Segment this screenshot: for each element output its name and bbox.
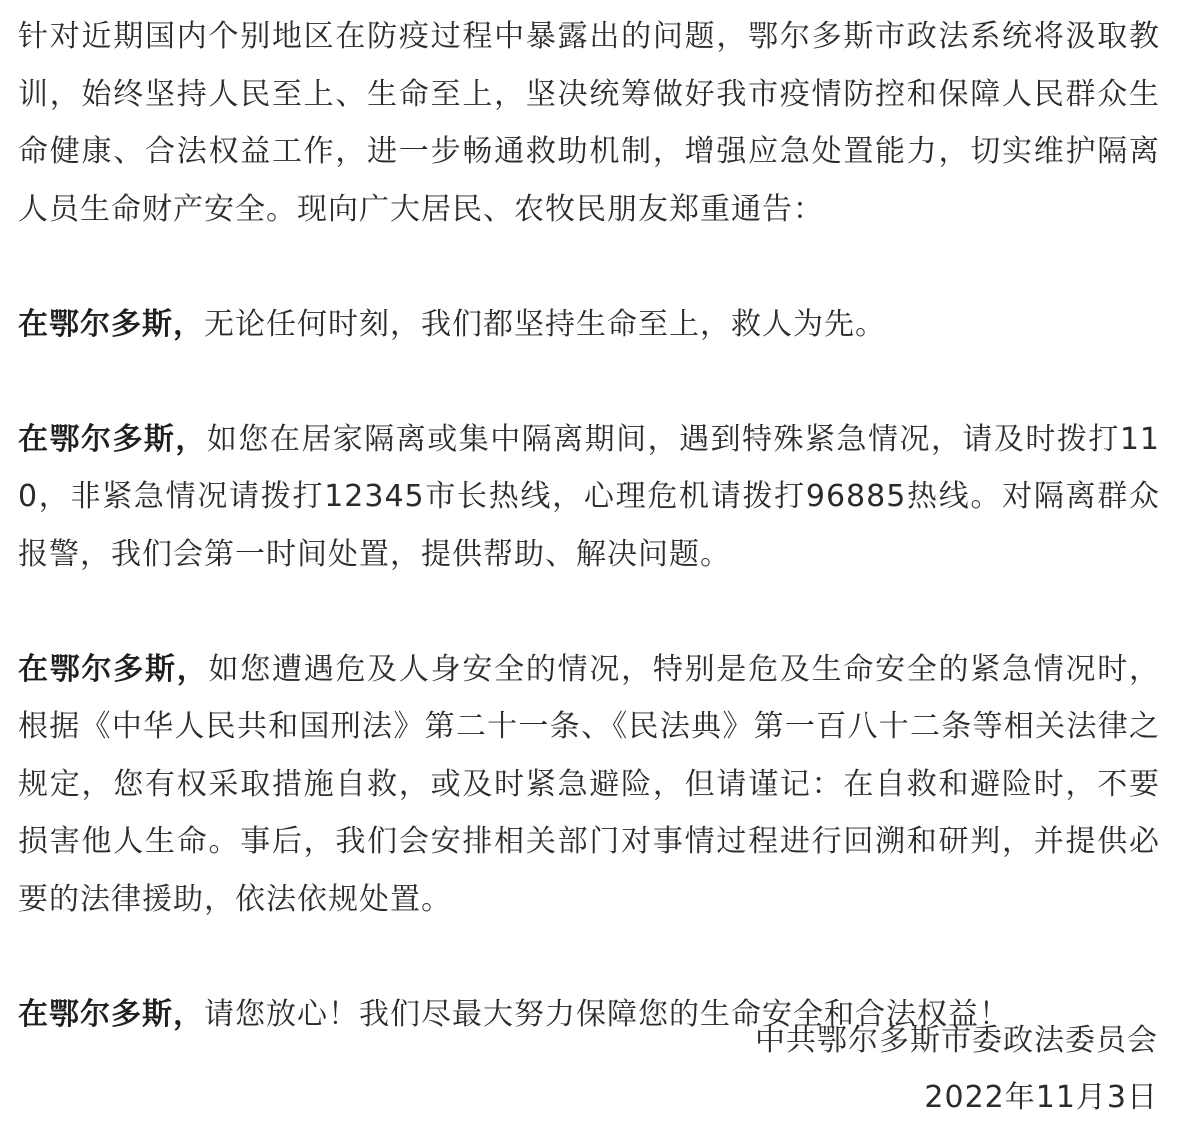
paragraph-2-text: 如您在居家隔离或集中隔离期间，遇到特殊紧急情况，请及时拨打110，非紧急情况请拨打12345市长热线，心理危机请拨打96885热线。对隔离群众报警，我们会第一时间处置，提供帮助、解决问题。 — [18, 421, 1160, 572]
paragraph-3-text: 如您遭遇危及人身安全的情况，特别是危及生命安全的紧急情况时，根据《中华人民共和国刑法》第二十一条、《民法典》第一百八十二条等相关法律之规定，您有权采取措施自救，或及时紧急避险，但请谨记：在自救和避险时，不要损害他人生命。事后，我们会安排相关部门对事情过程进行回溯和研判，并提供必要的法律援助，依法依规处置。 — [18, 651, 1161, 917]
paragraph-4-text: 请您放心！我们尽最大努力保障您的生命安全和合法权益！ — [204, 996, 1010, 1032]
paragraph-gap — [18, 353, 1160, 411]
intro-paragraph: 针对近期国内个别地区在防疫过程中暴露出的问题，鄂尔多斯市政法系统将汲取教训，始终坚持人民至上、生命至上，坚决统筹做好我市疫情防控和保障人民群众生命健康、合法权益工作，进一步畅通救助机制，增强应急处置能力，切实维护隔离人员生命财产安全。现向广大居民、农牧民朋友郑重通告： — [18, 19, 1160, 227]
paragraph-3-lead: 在鄂尔多斯， — [18, 651, 209, 687]
paragraph-gap — [18, 583, 1160, 641]
issue-date: 2022年11月3日 — [924, 1080, 1158, 1115]
paragraph-1 — [18, 296, 1160, 354]
paragraph-4-lead: 在鄂尔多斯， — [18, 996, 204, 1032]
paragraph-gap — [18, 238, 1160, 296]
paragraph-2-lead: 在鄂尔多斯， — [18, 421, 207, 457]
paragraph-2 — [18, 411, 1160, 584]
paragraph-gap — [18, 928, 1160, 986]
issuer-name: 中共鄂尔多斯市委政法委员会 — [755, 1023, 1158, 1058]
paragraph-1-lead: 在鄂尔多斯， — [18, 306, 204, 342]
paragraph-3 — [18, 641, 1160, 929]
paragraph-1-text: 无论任何时刻，我们都坚持生命至上，救人为先。 — [204, 306, 886, 342]
signature-block — [755, 1012, 1158, 1126]
